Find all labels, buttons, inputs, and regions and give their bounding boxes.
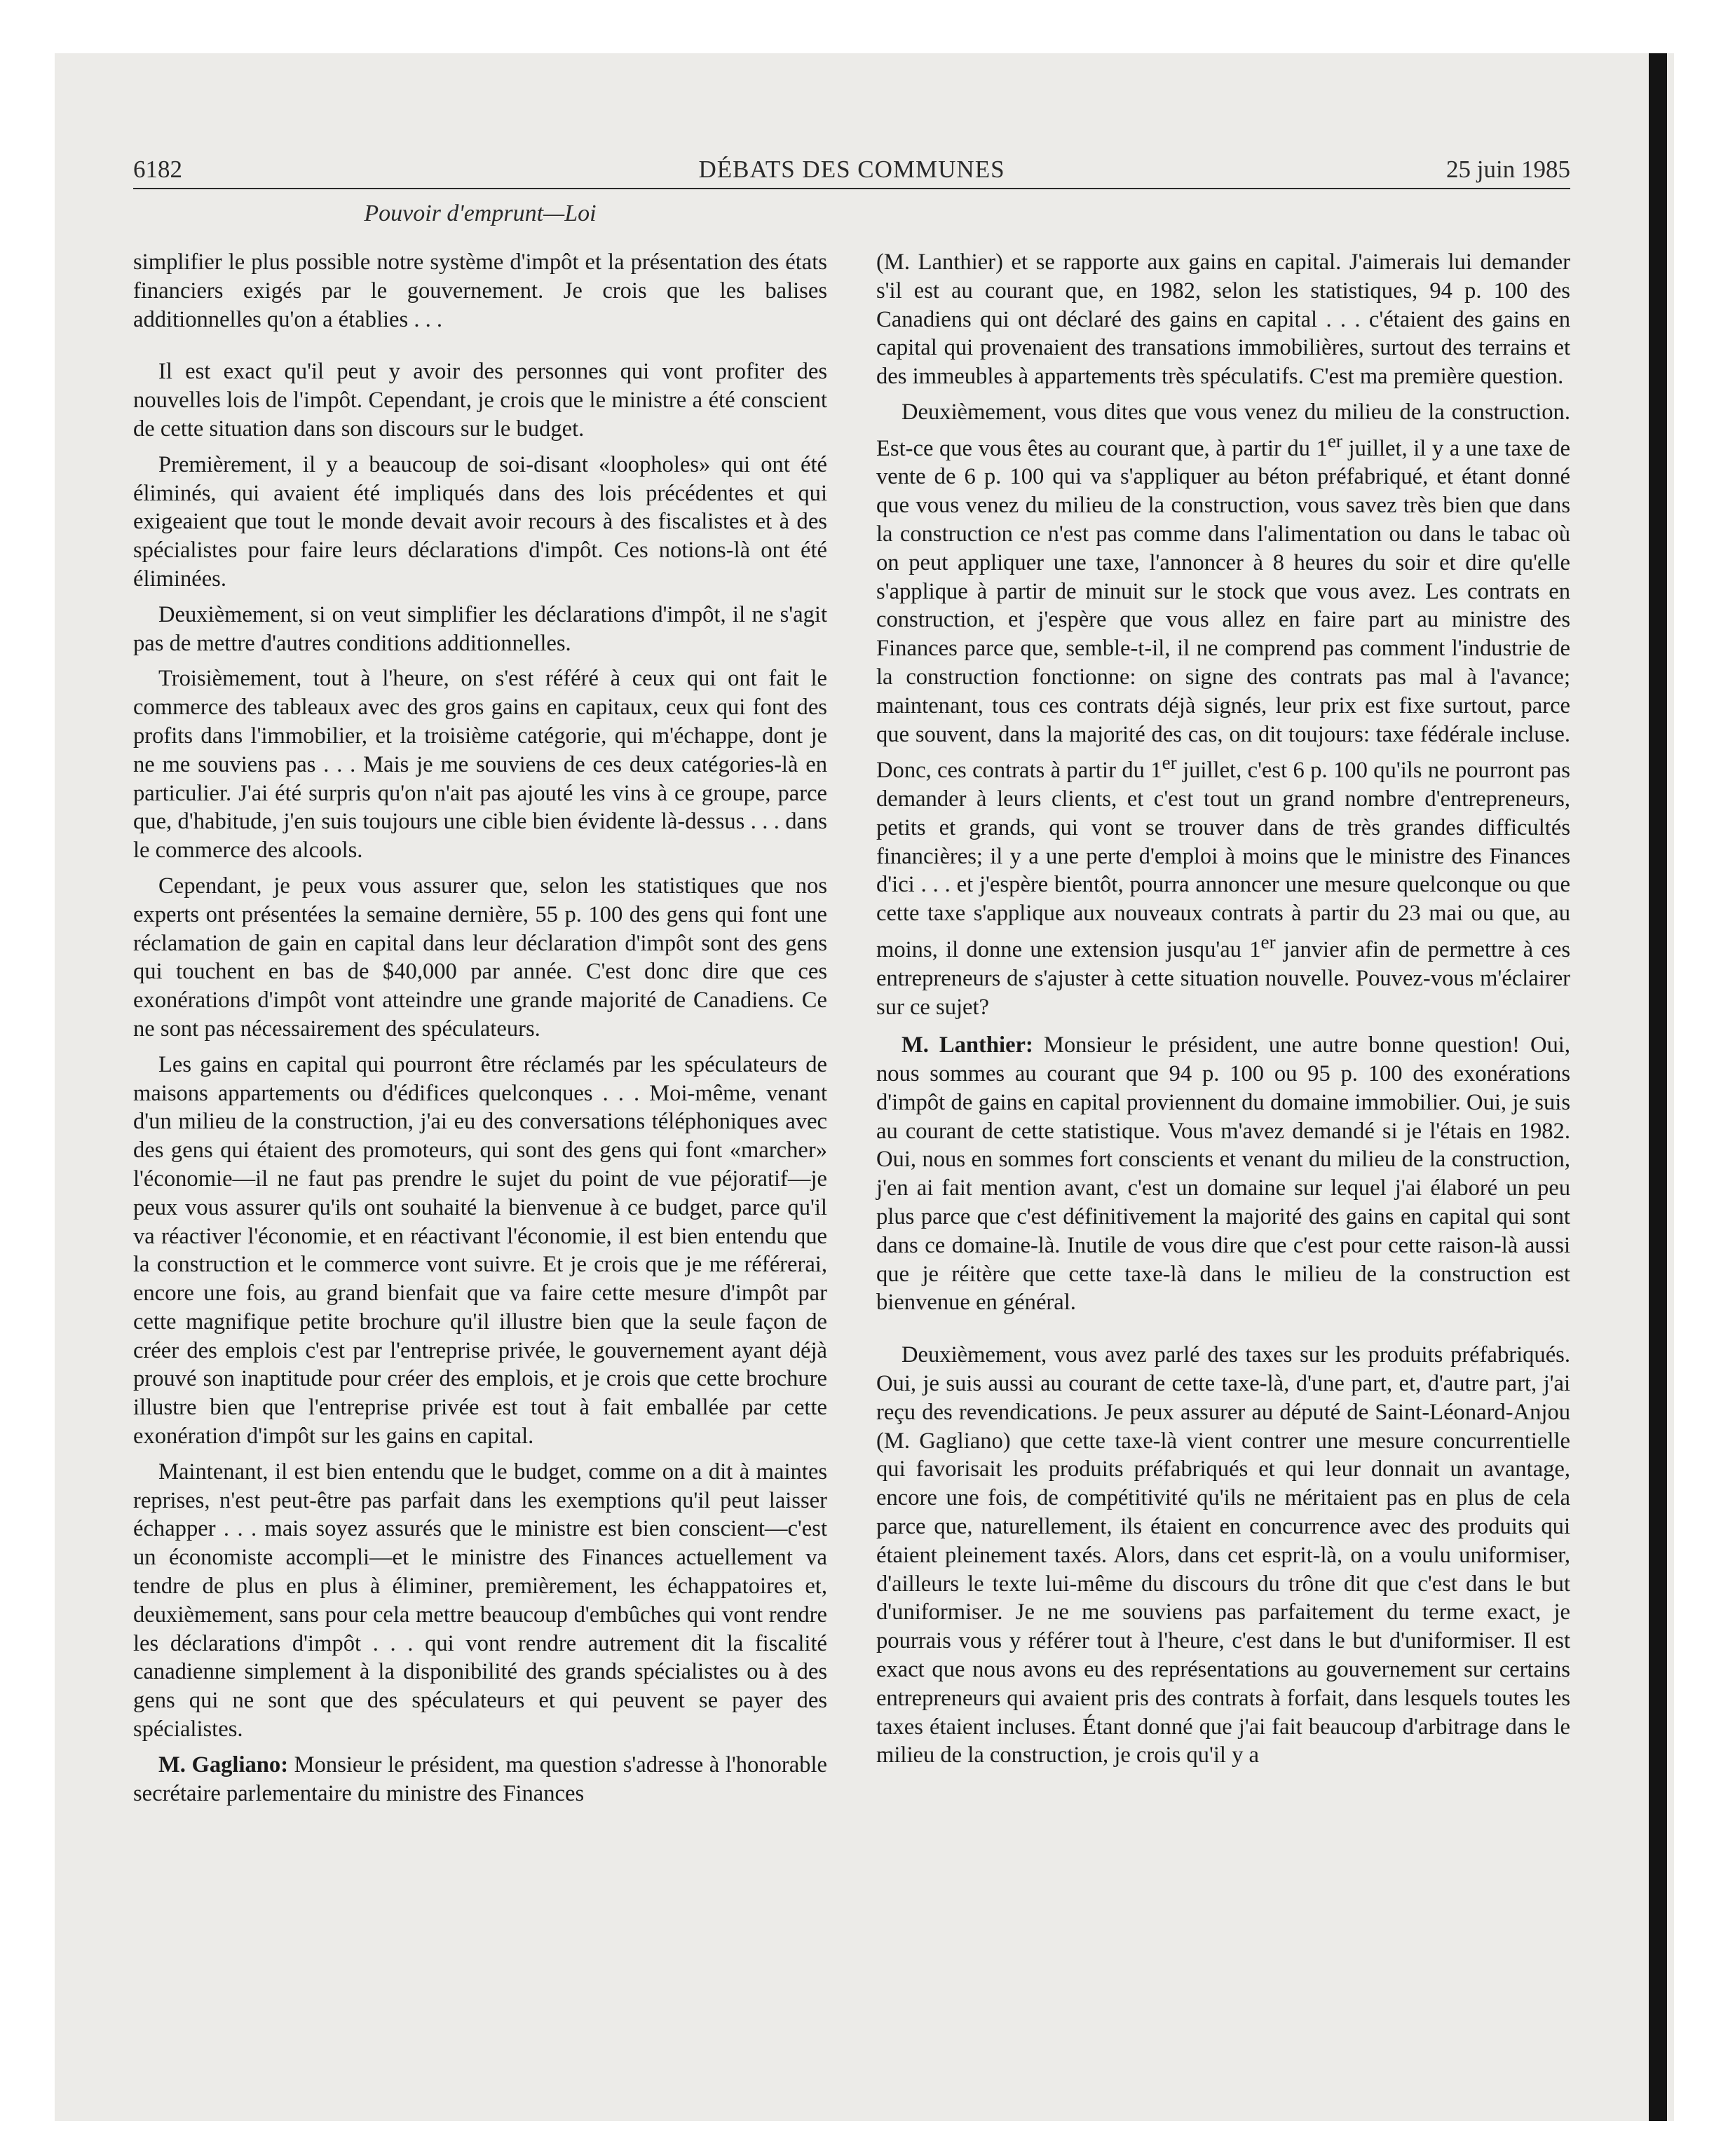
speaker-name: M. Gagliano:	[158, 1752, 289, 1778]
speech-paragraph	[876, 1031, 1570, 1317]
header-rule	[133, 188, 1570, 189]
publication-date: 25 juin 1985	[1446, 156, 1570, 183]
paragraph: Deuxièmement, vous avez parlé des taxes sur les produits préfabriqués. Oui, je suis aussi au courant de cette taxe-là, d'une part, et, d'autre part, j'ai reçu des revendications. Je peux assurer au député de Saint-Léonard-Anjou (M. Gagliano) que cette taxe-là vient contrer une mesure concurrentielle qui favorisait les produits préfabriqués et qui leur donnait un avantage, encore une fois, de compétitivité qu'ils ne méritaient pas en plus de cela parce que, naturellement, ils étaient en concurrence avec des produits qui étaient pleinement taxés. Alors, dans cet esprit-là, on a voulu uniformiser, d'ailleurs le texte lui-même du discours du trône dit que c'est dans le but d'uniformiser. Je ne me souviens pas parfaitement du terme exact, je pourrais vous y référer tout à l'heure, c'est dans le but d'uniformiser. Il est exact que nous avons eu des représentations au gouvernement sur certains entrepreneurs qui avaient pris des contrats à forfait, dans lesquels toutes les taxes étaient incluses. Étant donné que j'ai fait beaucoup d'arbitrage dans le milieu de la construction, je crois qu'il y a	[876, 1342, 1570, 1768]
right-column	[876, 248, 1570, 1770]
superscript: er	[1260, 932, 1276, 953]
speaker-name: M. Lanthier:	[901, 1032, 1033, 1058]
paragraph-text: Deuxièmement, vous dites que vous venez du milieu de la construction. Est-ce que vous êtes au courant que, à partir du 1	[876, 399, 1570, 461]
superscript: er	[1162, 752, 1177, 774]
speech-text: Monsieur le président, une autre bonne question! Oui, nous sommes au courant que 94 p. 100 ou 95 p. 100 des exonérations d'impôt de gains en capital proviennent du domaine immobilier. Oui, je suis au courant de cette statistique. Vous m'avez demandé si je l'étais en 1982. Oui, nous en sommes fort conscients et venant du milieu de la construction, j'en ai fait mention avant, c'est un domaine sur lequel j'ai élaboré un peu plus parce que c'est définitivement la majorité des gains en capital qui sont dans ce domaine-là. Inutile de vous dire que c'est pour cette raison-là aussi que je réitère que cette taxe-là dans le milieu de la construction est bienvenue en général.	[876, 1032, 1570, 1316]
speech-paragraph	[133, 1751, 827, 1808]
journal-title: DÉBATS DES COMMUNES	[698, 156, 1005, 183]
superscript: er	[1327, 430, 1342, 451]
paragraph	[876, 398, 1570, 1021]
paragraph: Premièrement, il y a beaucoup de soi-disant «loopholes» qui ont été éliminés, qui avaient été impliqués dans des lois précédentes et qui exigeaient que tout le monde devait avoir recours à des fiscalistes et à des spécialistes pour faire leurs déclarations d'impôt. Ces notions-là ont été éliminées.	[133, 451, 827, 592]
left-column	[133, 248, 827, 1808]
paragraph: Il est exact qu'il peut y avoir des personnes qui vont profiter des nouvelles lois de l'impôt. Cependant, je crois que le ministre a été conscient de cette situation dans son discours sur le budget.	[133, 359, 827, 442]
paragraph: (M. Lanthier) et se rapporte aux gains en capital. J'aimerais lui demander s'il est au courant que, en 1982, selon les statistiques, 94 p. 100 des Canadiens qui ont déclaré des gains en capital . . . c'étaient des gains en capital qui provenaient des transations immobilières, surtout des terrains et des immeubles à appartements très spéculatifs. C'est ma première question.	[876, 250, 1570, 390]
paragraph: Troisièmement, tout à l'heure, on s'est référé à ceux qui ont fait le commerce des tableaux avec des gros gains en capitaux, ceux qui font des profits dans l'immobilier, et la troisième catégorie, qui m'échappe, dont je ne me souviens pas . . . Mais je me souviens de ces deux catégories-là en particulier. J'ai été surpris qu'on n'ait pas ajouté les vins à ce groupe, parce que, d'habitude, j'en suis toujours une cible bien évidente là-dessus . . . dans le commerce des alcools.	[133, 666, 827, 864]
page-number: 6182	[133, 156, 182, 183]
paragraph: Cependant, je peux vous assurer que, selon les statistiques que nos experts ont présentées la semaine dernière, 55 p. 100 des gens qui font une réclamation de gain en capital dans leur déclaration d'impôt sont des gens qui touchent en bas de $40,000 par année. C'est donc dire que ces exonérations d'impôt vont atteindre une grande majorité de Canadiens. Ce ne sont pas nécessairement des spéculateurs.	[133, 873, 827, 1042]
subject-heading: Pouvoir d'emprunt—Loi	[364, 200, 597, 226]
paragraph-text: juillet, c'est 6 p. 100 qu'ils ne pourront pas demander à leurs clients, et c'est tout un grand nombre d'entrepreneurs, petits et grands, qui vont se trouver dans de très grandes difficultés financières; il y a une perte d'emploi à moins que le ministre des Finances d'ici . . . et j'espère bientôt, pourra annoncer une mesure quelconque ou que cette taxe s'applique aux nouveaux contrats à partir du 23 mai ou que, au moins, il donne une extension jusqu'au 1	[876, 758, 1570, 962]
paragraph: Les gains en capital qui pourront être réclamés par les spéculateurs de maisons appartements ou d'édifices quelconques . . . Moi-même, venant d'un milieu de la construction, j'ai eu des conversations téléphoniques avec des gens qui étaient des promoteurs, qui sont des gens qui font «marcher» l'économie—il ne faut pas prendre le sujet du point de vue péjoratif—je peux vous assurer qu'ils ont souhaité la bienvenue à ce budget, parce qu'il va réactiver l'économie, et en réactivant l'économie, il est bien entendu que la construction et le commerce vont suivre. Et je crois que je me référerai, encore une fois, au grand bienfait que va faire cette mesure d'impôt par cette magnifique petite brochure qu'il illustre bien que la seule façon de créer des emplois c'est par l'entreprise privée, le gouvernement ayant déjà prouvé son inaptitude pour créer des emplois, et je crois que cette brochure illustre bien que l'entreprise privée est tout à fait emballée par cette exonération d'impôt sur les gains en capital.	[133, 1051, 827, 1449]
paragraph: simplifier le plus possible notre système d'impôt et la présentation des états financiers exigés par le gouvernement. Je crois que les balises additionnelles qu'on a établies . . .	[133, 250, 827, 332]
scan-edge-bar	[1649, 53, 1667, 2121]
speech-text: Monsieur le président, ma question s'adresse à l'honorable secrétaire parlementaire du ministre des Finances	[133, 1752, 827, 1806]
paragraph: Deuxièmement, si on veut simplifier les déclarations d'impôt, il ne s'agit pas de mettre d'autres conditions additionnelles.	[133, 601, 827, 656]
paragraph: Maintenant, il est bien entendu que le budget, comme on a dit à maintes reprises, n'est peut-être pas parfait dans les exemptions qu'il peut laisser échapper . . . mais soyez assurés que le ministre est bien conscient—c'est un économiste accompli—et le ministre des Finances actuellement va tendre de plus en plus à éliminer, premièrement, les échappatoires et, deuxièmement, sans pour cela mettre beaucoup d'embûches qui vont rendre les déclarations d'impôt . . . qui vont rendre autrement dit la fiscalité canadienne simplement à la disponibilité des grands spécialistes ou à des gens qui ne sont que des spéculateurs et qui peuvent se payer des spécialistes.	[133, 1459, 827, 1742]
page-header	[133, 156, 1570, 189]
paragraph-text: juillet, il y a une taxe de vente de 6 p. 100 qui va s'appliquer au béton préfabriqué, et étant donné que vous venez du milieu de la construction, vous savez très bien que dans la construction ce n'est pas comme dans l'alimentation ou dans le tabac où on peut appliquer une taxe, l'annoncer à 8 heures du soir et dire qu'elle s'applique à partir de minuit sur le stock que vous avez. Les contrats en construction, et j'espère que vous allez en faire part au ministre des Finances parce que, semble-t-il, il ne comprend pas comment l'industrie de la construction fonctionne: on signe des contrats pas mal à l'avance; maintenant, tous ces contrats déjà signés, leur prix est fixe surtout, parce que souvent, dans la majorité des cas, on dit toujours: taxe fédérale incluse. Donc, ces contrats à partir du 1	[876, 435, 1570, 784]
paragraph-text: janvier afin de permettre à ces entrepreneurs de s'ajuster à cette situation nouvelle. Pouvez-vous m'éclairer sur ce sujet?	[876, 936, 1570, 1020]
